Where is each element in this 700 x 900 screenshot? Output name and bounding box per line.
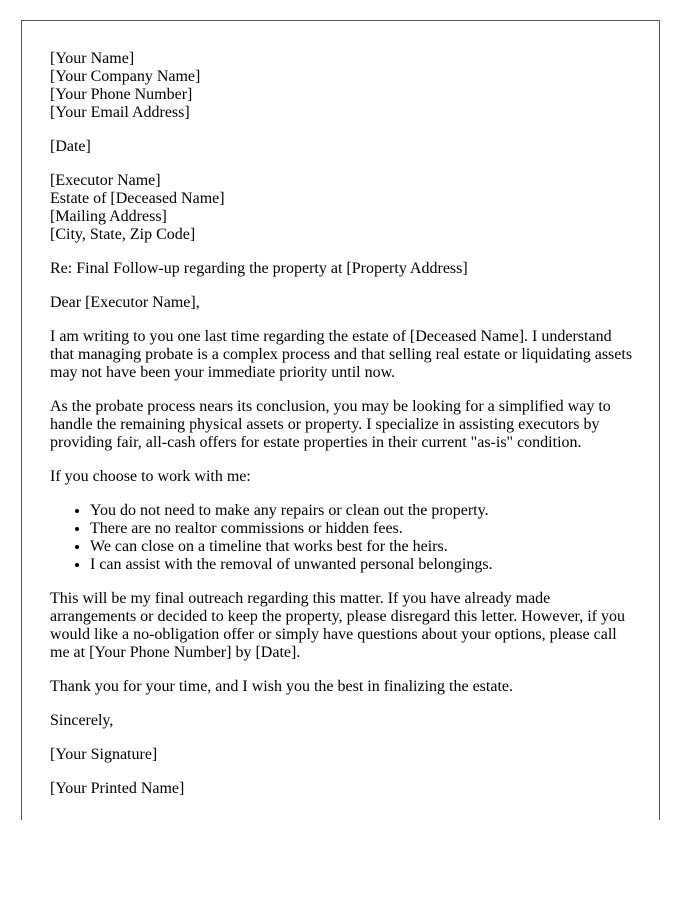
recipient-mailing-address: [Mailing Address] — [50, 208, 167, 225]
closing: Sincerely, — [50, 712, 114, 729]
letter-page — [21, 20, 660, 820]
subject-line: Re: Final Follow-up regarding the property at [Property Address] — [50, 260, 468, 277]
paragraph-thank-you: Thank you for your time, and I wish you the best in finalizing the estate. — [50, 678, 513, 695]
list-item: • We can close on a timeline that works best for the heirs. — [90, 538, 635, 556]
recipient-block — [50, 172, 635, 244]
sender-phone: [Your Phone Number] — [50, 86, 193, 103]
sender-email: [Your Email Address] — [50, 104, 190, 121]
recipient-name: [Executor Name] — [50, 172, 161, 189]
list-item: • I can assist with the removal of unwanted personal belongings. — [90, 556, 635, 574]
sender-block — [50, 50, 635, 122]
letter-date: [Date] — [50, 138, 91, 155]
benefits-list — [50, 502, 635, 574]
paragraph-offer: As the probate process nears its conclusion, you may be looking for a simplified way to handle the remaining physical assets or property. I specialize in assisting executors by providing fair, all-cash offers for estate properties in their current "as-is" condition. — [50, 398, 611, 451]
printed-name: [Your Printed Name] — [50, 780, 185, 797]
salutation: Dear [Executor Name], — [50, 294, 200, 311]
sender-name: [Your Name] — [50, 50, 135, 67]
recipient-city-state-zip: [City, State, Zip Code] — [50, 226, 196, 243]
recipient-estate: Estate of [Deceased Name] — [50, 190, 225, 207]
list-item: • You do not need to make any repairs or clean out the property. — [90, 502, 635, 520]
letter-body — [50, 50, 635, 814]
paragraph-final-outreach: This will be my final outreach regarding this matter. If you have already made arrangements or decided to keep the property, please disregard this letter. However, if you would like a no-obligation offer or simply have questions about your options, please call me at [Your Phone Number] by [Date]. — [50, 590, 625, 661]
paragraph-list-intro: If you choose to work with me: — [50, 468, 251, 485]
list-item: • There are no realtor commissions or hidden fees. — [90, 520, 635, 538]
sender-company: [Your Company Name] — [50, 68, 201, 85]
paragraph-intro: I am writing to you one last time regarding the estate of [Deceased Name]. I understand that managing probate is a complex process and that selling real estate or liquidating assets may not have been your immediate priority until now. — [50, 328, 633, 381]
date-block — [50, 138, 635, 156]
signature: [Your Signature] — [50, 746, 158, 763]
